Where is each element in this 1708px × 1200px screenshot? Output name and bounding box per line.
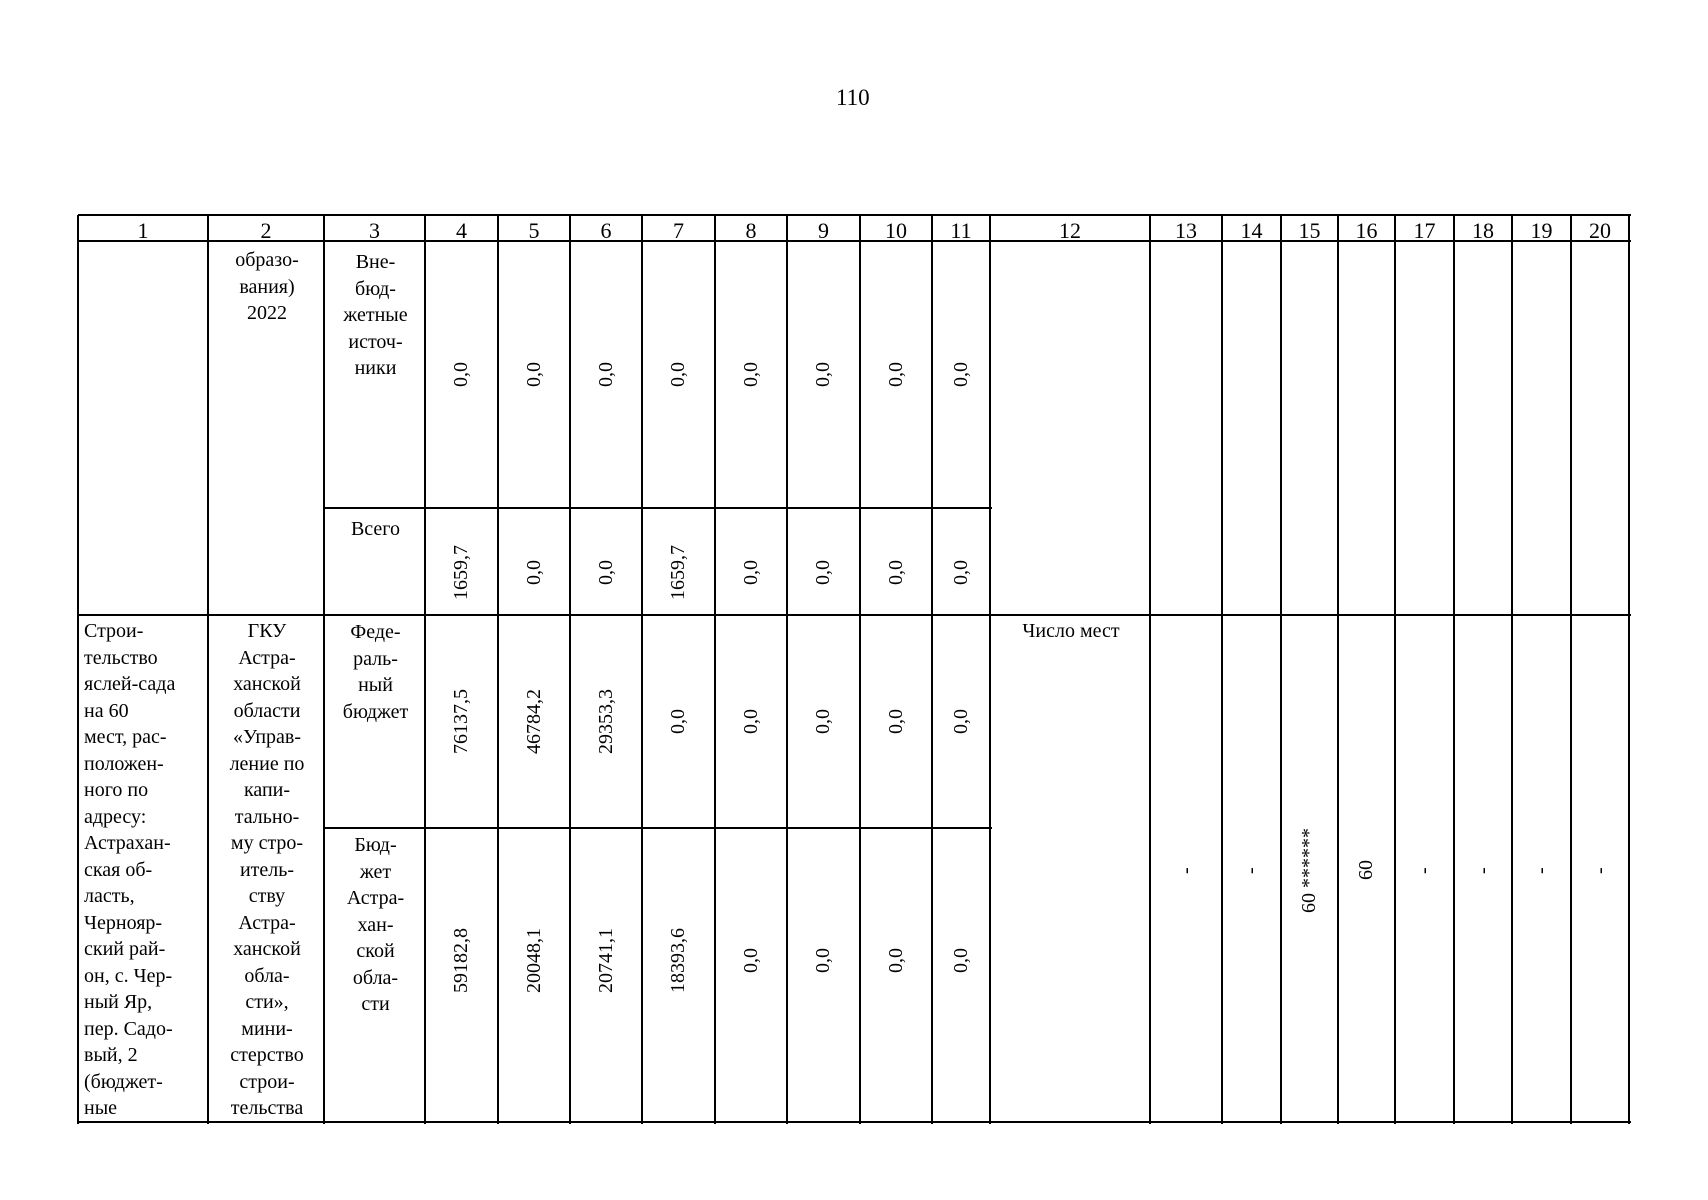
table-border-top <box>78 214 1631 216</box>
funding-source: Всего <box>350 518 401 540</box>
column-header: 3 <box>369 218 380 243</box>
financing-value: 0,0 <box>812 560 834 585</box>
column-line <box>1149 215 1151 1124</box>
financing-value: 0,0 <box>949 560 972 585</box>
column-line <box>641 215 643 1124</box>
indicator-value: 60 <box>1355 860 1377 880</box>
column-line <box>1453 215 1455 1124</box>
column-line <box>497 215 499 1124</box>
financing-value: 0,0 <box>884 947 907 973</box>
financing-value: 0,0 <box>812 362 834 387</box>
funding-source: Вне- бюд- жетные источ- ники <box>343 251 408 379</box>
financing-value: 0,0 <box>739 709 762 734</box>
financing-value: 29353,3 <box>594 689 617 754</box>
column-line <box>207 215 209 1124</box>
financing-value: 0,0 <box>522 560 545 585</box>
column-header: 15 <box>1298 218 1321 243</box>
column-header: 4 <box>456 218 467 243</box>
column-header: 14 <box>1240 218 1263 243</box>
column-line <box>1628 215 1630 1124</box>
column-header: 1 <box>137 218 149 243</box>
column-header: 6 <box>600 218 612 243</box>
column-header: 7 <box>673 218 684 243</box>
column-line <box>1511 215 1513 1124</box>
financing-value: 0,0 <box>884 560 907 585</box>
financing-value: 0,0 <box>667 709 689 734</box>
column-line <box>989 215 991 1124</box>
column-line <box>1570 215 1572 1124</box>
financing-value: 0,0 <box>739 947 762 973</box>
indicator-name: Число мест <box>1022 620 1120 642</box>
column-header: 12 <box>1059 218 1081 243</box>
indicator-value: - <box>1471 866 1494 874</box>
column-line <box>323 215 325 1124</box>
financing-value: 0,0 <box>949 947 972 973</box>
column-line <box>569 215 571 1124</box>
financing-value: 59182,8 <box>450 927 472 993</box>
financing-value: 46784,2 <box>522 689 545 754</box>
executor-name: ГКУ Астра- ханской области «Управ- ление по капи- тально- му стро- итель- ству Астра- ханской обла- сти», мини- стерство строи- тельства <box>229 620 305 1119</box>
column-line <box>859 215 861 1124</box>
column-line <box>424 215 426 1124</box>
financing-value: 0,0 <box>949 362 972 387</box>
indicator-value: - <box>1240 866 1262 874</box>
object-name: Строи- тельство яслей-сада на 60 мест, рас- положен- ного по адресу: Астрахан- ская об- ласть, Чернояр- ский рай- он, с. Чер- ный Яр, пер. Садо- вый, 2 (бюджет- ные <box>84 620 176 1119</box>
financing-value: 76137,5 <box>450 689 472 754</box>
financing-value: 0,0 <box>667 362 689 387</box>
row-separator <box>324 827 992 829</box>
financing-value: 0,0 <box>884 362 907 387</box>
financing-value: 0,0 <box>594 560 617 585</box>
financing-value: 20741,1 <box>594 927 617 993</box>
column-line <box>1221 215 1223 1124</box>
column-line <box>77 215 79 1124</box>
column-header: 20 <box>1589 218 1611 243</box>
indicator-value: - <box>1588 866 1611 874</box>
column-header: 5 <box>528 218 540 243</box>
indicator-value: - <box>1413 866 1435 874</box>
column-header: 9 <box>818 218 829 243</box>
column-line <box>786 215 788 1124</box>
financing-value: 20048,1 <box>522 927 545 993</box>
indicator-value: - <box>1530 866 1552 874</box>
column-header: 2 <box>260 218 272 243</box>
financing-value: 0,0 <box>739 560 762 585</box>
column-line <box>1280 215 1282 1124</box>
funding-source: Феде- раль- ный бюджет <box>342 621 409 723</box>
financing-value: 0,0 <box>812 947 834 973</box>
financing-value: 0,0 <box>812 709 834 734</box>
financing-value: 0,0 <box>594 362 617 387</box>
financing-value: 0,0 <box>522 362 545 387</box>
column-header: 16 <box>1355 218 1378 243</box>
financing-value: 0,0 <box>949 709 972 734</box>
column-header: 18 <box>1472 218 1494 243</box>
column-header: 10 <box>885 218 907 243</box>
column-header: 8 <box>745 218 757 243</box>
page-number: 110 <box>836 85 870 110</box>
indicator-value: 60 ****** <box>1298 827 1320 913</box>
column-header: 11 <box>950 218 972 243</box>
column-header: 13 <box>1175 218 1197 243</box>
funding-source: Бюд- жет Астра- хан- ской обла- сти <box>346 834 405 1015</box>
financing-value: 1659,7 <box>450 545 472 600</box>
financing-value: 1659,7 <box>667 545 689 600</box>
column-line <box>931 215 933 1124</box>
financing-value: 0,0 <box>450 362 472 387</box>
row-separator <box>324 507 992 509</box>
column-header: 19 <box>1530 218 1553 243</box>
column-line <box>1394 215 1396 1124</box>
financing-value: 0,0 <box>884 709 907 734</box>
financing-value: 18393,6 <box>667 927 689 993</box>
executor-continued: образо- вания) 2022 <box>235 249 299 324</box>
column-line <box>1337 215 1339 1124</box>
column-header: 17 <box>1413 218 1436 243</box>
column-line <box>714 215 716 1124</box>
indicator-value: - <box>1174 866 1197 874</box>
financing-value: 0,0 <box>739 362 762 387</box>
block-separator <box>78 614 1631 616</box>
